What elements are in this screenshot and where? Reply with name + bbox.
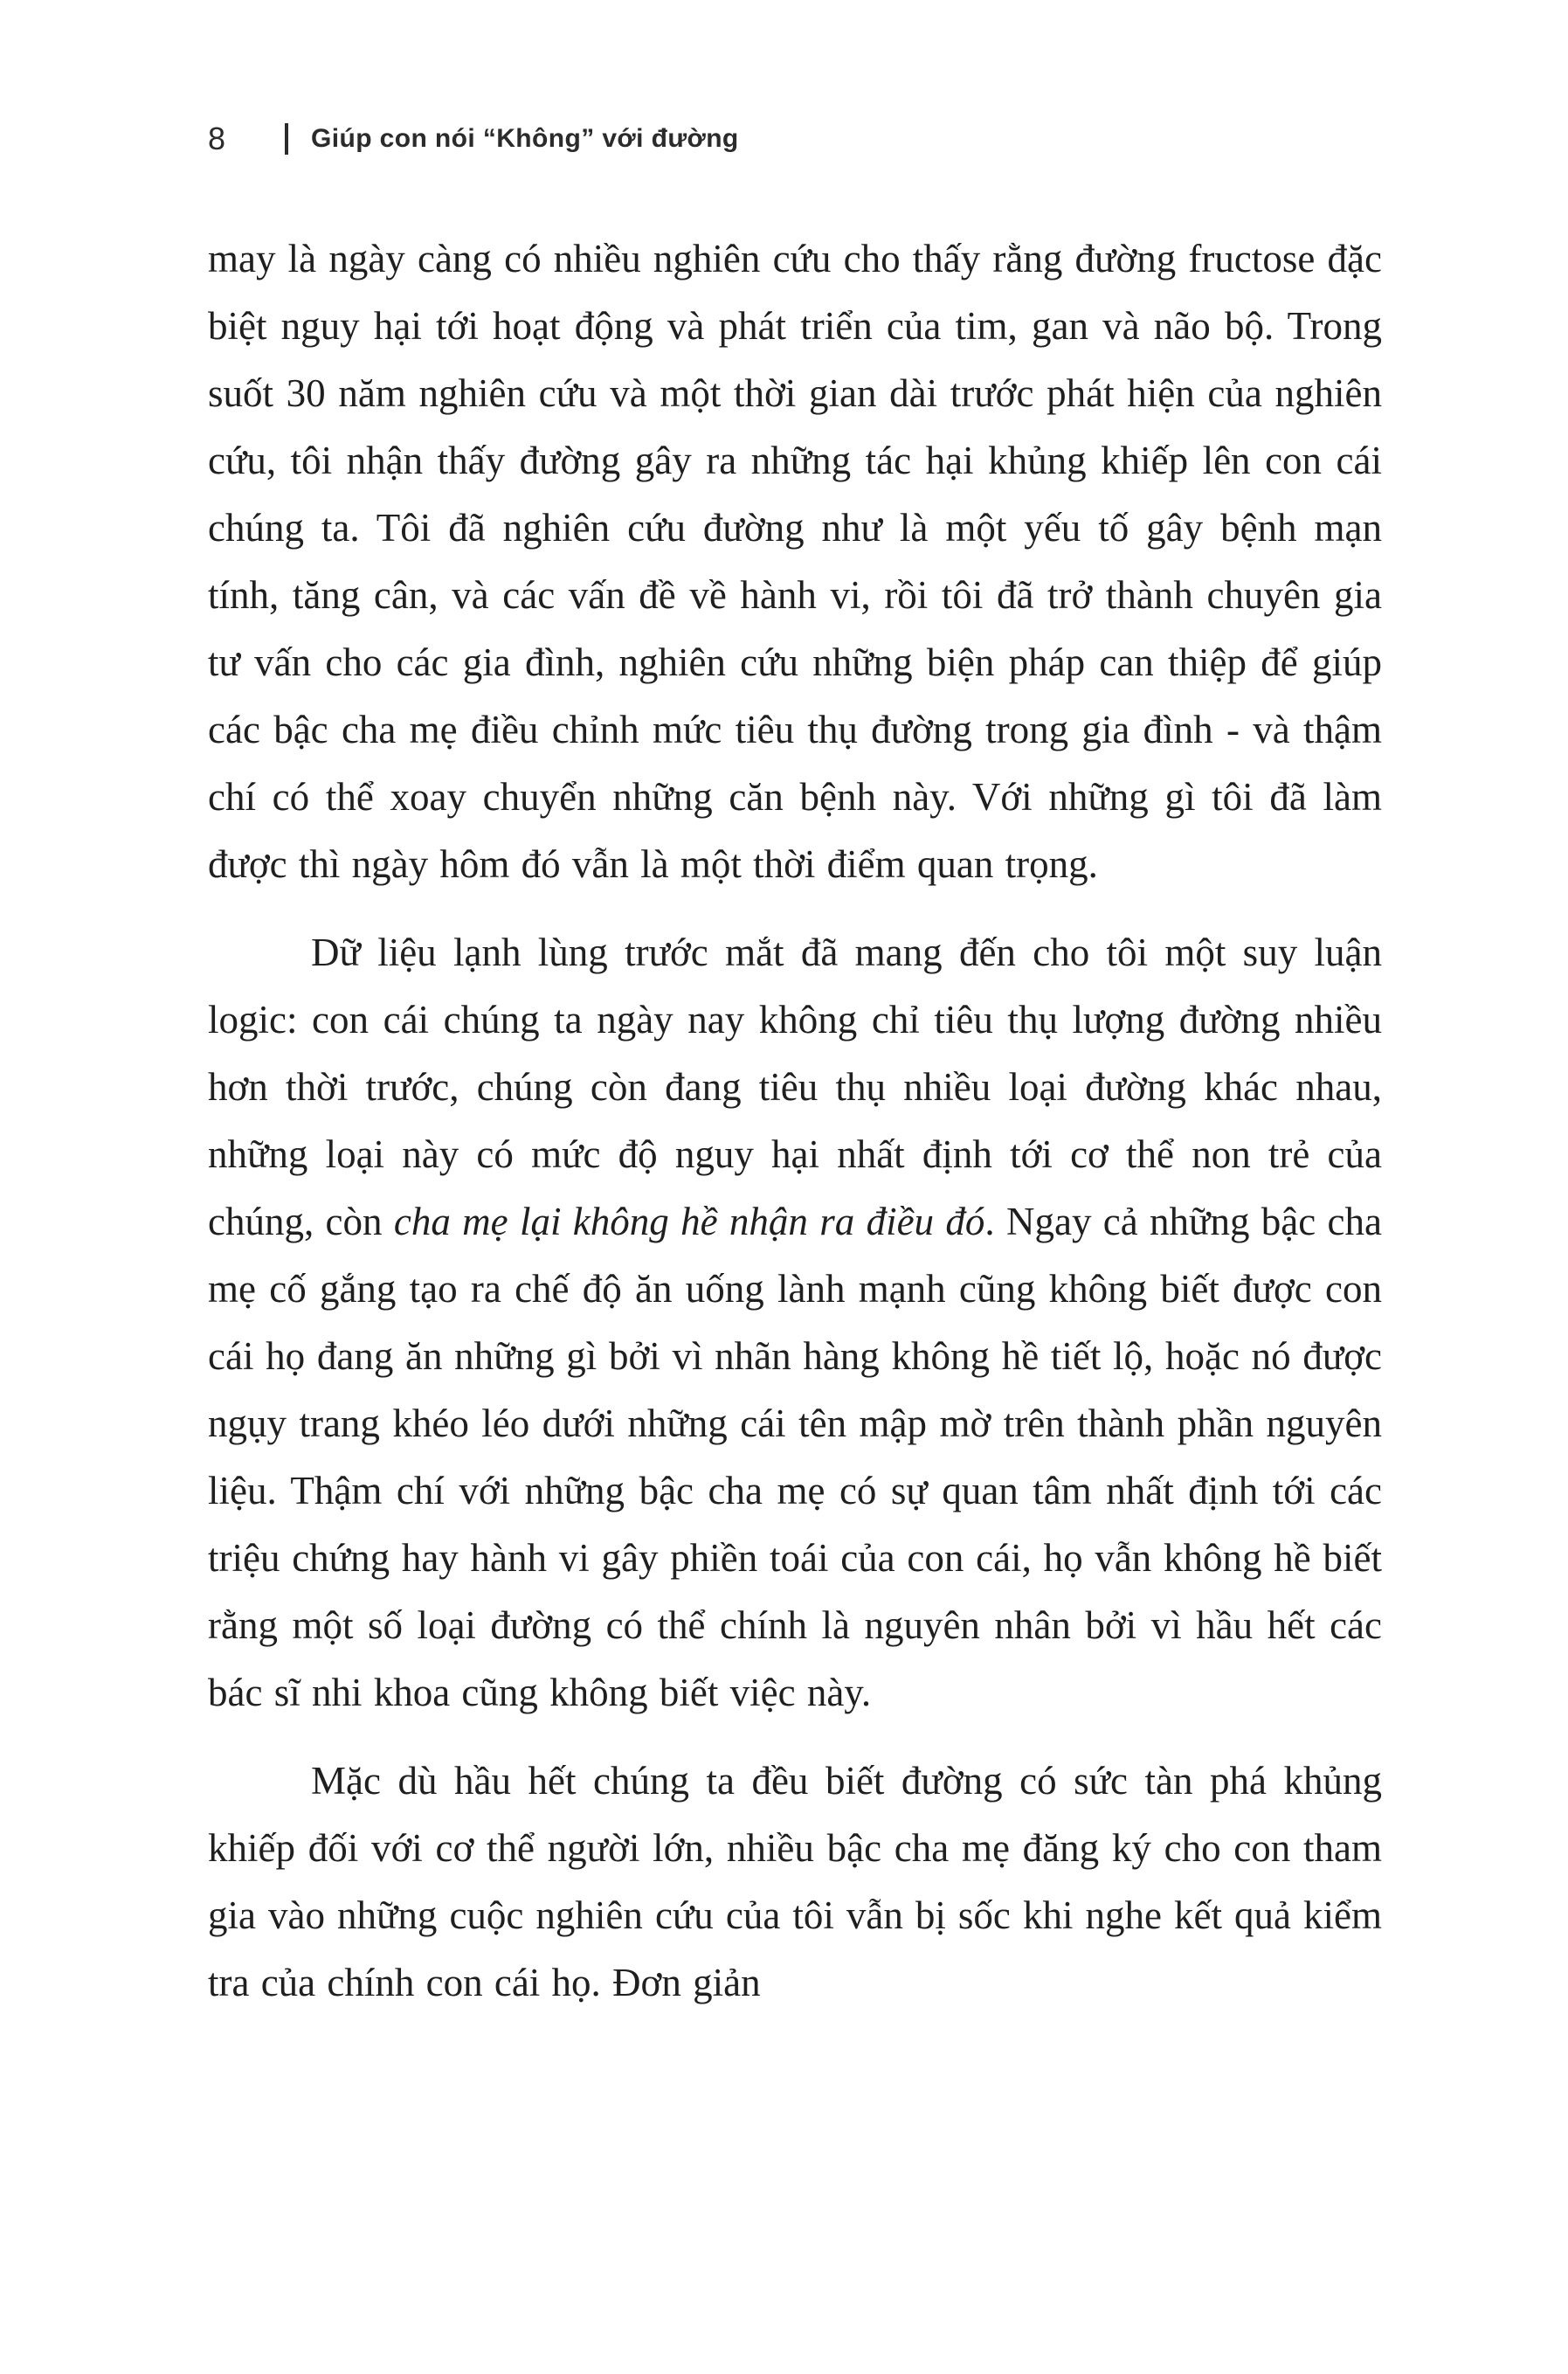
paragraph-2-part2: . Ngay cả những bậc cha mẹ cố gắng tạo ra chế độ ăn uống lành mạnh cũng không biết được con cái họ đang ăn những gì bởi vì nhãn hàng không hề tiết lộ, hoặc nó được ngụy trang khéo léo dưới những cái tên mập mờ trên thành phần nguyên liệu. Thậm chí với những bậc cha mẹ có sự quan tâm nhất định tới các triệu chứng hay hành vi gây phiền toái của con cái, họ vẫn không hề biết rằng một số loại đường có thể chính là nguyên nhân bởi vì hầu hết các bác sĩ nhi khoa cũng không biết việc này. (208, 1200, 1382, 1714)
page-number: 8 (208, 121, 226, 156)
header-divider (285, 123, 288, 155)
header-title: Giúp con nói “Không” với đường (311, 124, 739, 153)
paragraph-1: may là ngày càng có nhiều nghiên cứu cho thấy rằng đường fructose đặc biệt nguy hại tới hoạt động và phát triển của tim, gan và não bộ. Trong suốt 30 năm nghiên cứu và một thời gian dài trước phát hiện của nghiên cứu, tôi nhận thấy đường gây ra những tác hại khủng khiếp lên con cái chúng ta. Tôi đã nghiên cứu đường như là một yếu tố gây bệnh mạn tính, tăng cân, và các vấn đề về hành vi, rồi tôi đã trở thành chuyên gia tư vấn cho các gia đình, nghiên cứu những biện pháp can thiệp để giúp các bậc cha mẹ điều chỉnh mức tiêu thụ đường trong gia đình - và thậm chí có thể xoay chuyển những căn bệnh này. Với những gì tôi đã làm được thì ngày hôm đó vẫn là một thời điểm quan trọng. (208, 237, 1382, 886)
paragraph-2 (208, 919, 1382, 1727)
body-text (208, 225, 1382, 2017)
paragraph-2-part1: Dữ liệu lạnh lùng trước mắt đã mang đến cho tôi một suy luận logic: con cái chúng ta ngày nay không chỉ tiêu thụ lượng đường nhiều hơn thời trước, chúng còn đang tiêu thụ nhiều loại đường khác nhau, những loại này có mức độ nguy hại nhất định tới cơ thể non trẻ của chúng, còn (208, 931, 1382, 1243)
page-header (208, 121, 1382, 157)
paragraph-2-italic-phrase: cha mẹ lại không hề nhận ra điều đó (393, 1200, 985, 1243)
paragraph-3: Mặc dù hầu hết chúng ta đều biết đường có sức tàn phá khủng khiếp đối với cơ thể người lớn, nhiều bậc cha mẹ đăng ký cho con tham gia vào những cuộc nghiên cứu của tôi vẫn bị sốc khi nghe kết quả kiểm tra của chính con cái họ. Đơn giản (208, 1759, 1382, 2004)
